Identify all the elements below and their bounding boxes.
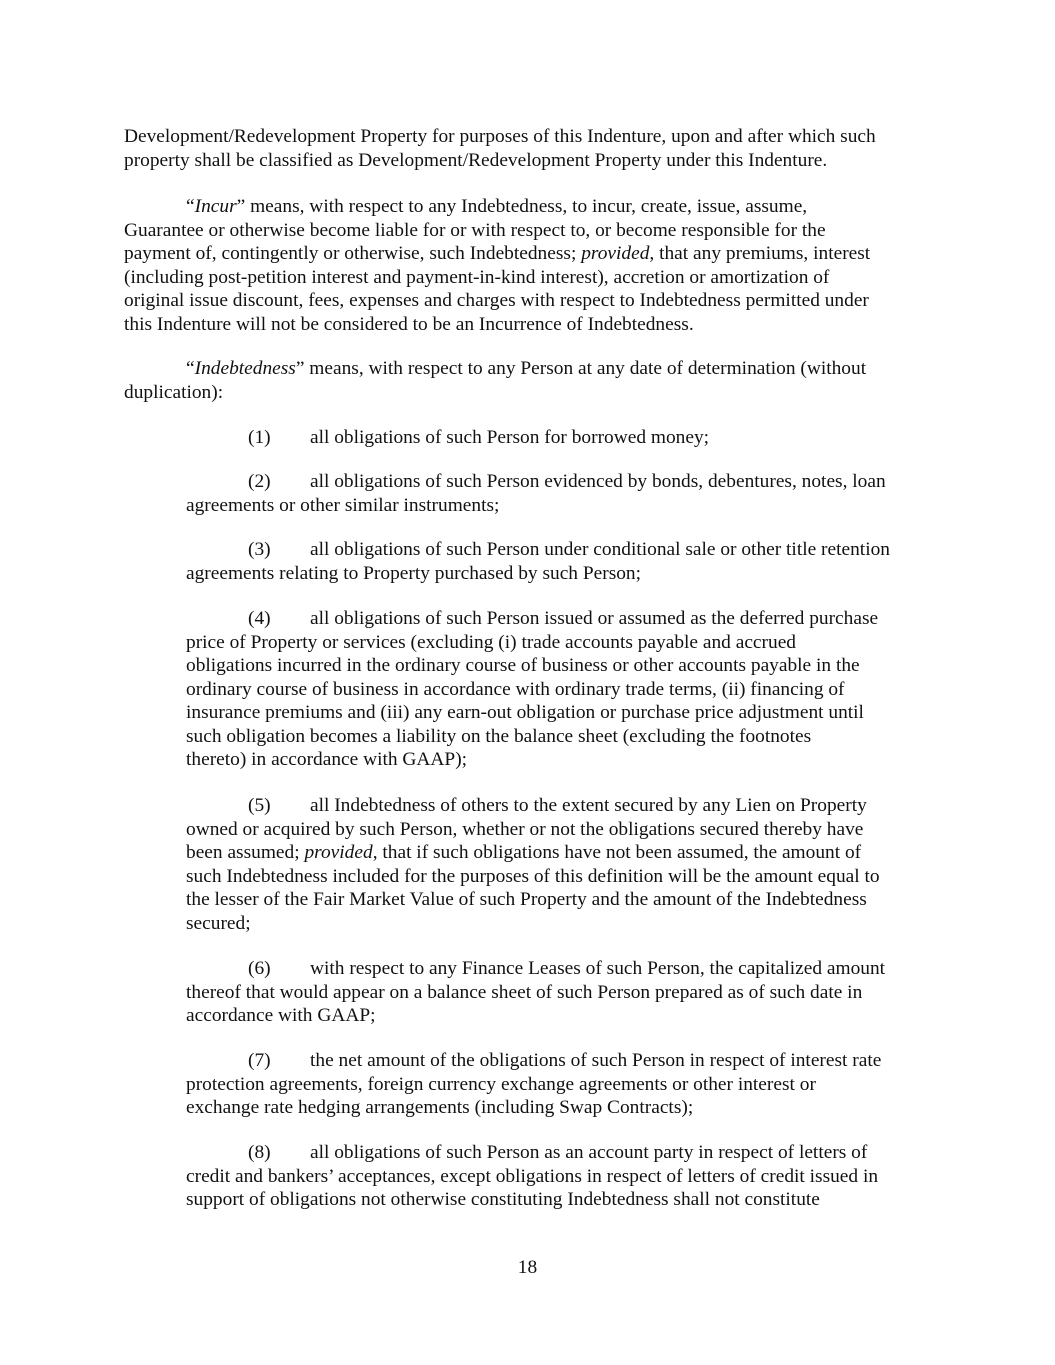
text-line: exchange rate hedging arrangements (including Swap Contracts); (186, 1097, 694, 1118)
item-number: (1) (248, 427, 271, 448)
text-line: duplication): (124, 381, 224, 403)
list-item-8 (186, 1141, 931, 1212)
text-fragment: with respect to any Finance Leases of such Person, the capitalized amount (310, 958, 886, 979)
text-fragment: all obligations of such Person issued or assumed as the deferred purchase (310, 608, 879, 629)
list-item-5 (186, 794, 931, 935)
open-quote: “ (186, 196, 195, 217)
text-line (124, 357, 934, 381)
text-fragment: payment of, contingently or otherwise, such Indebtedness; (124, 243, 582, 264)
text-fragment: been assumed; (186, 842, 305, 863)
text-line: protection agreements, foreign currency exchange agreements or other interest or (186, 1073, 816, 1095)
intro-paragraph (124, 125, 934, 172)
incur-definition (124, 195, 934, 336)
item-number: (7) (248, 1050, 271, 1071)
defined-term: Incur (194, 196, 237, 217)
text-line (124, 242, 934, 266)
text-line: price of Property or services (excluding (i) trade accounts payable and accrued (186, 631, 796, 653)
defined-term: Indebtedness (194, 358, 296, 379)
text-line (186, 426, 931, 450)
item-number: (3) (248, 539, 271, 560)
list-item-6 (186, 957, 931, 1028)
text-line: such Indebtedness included for the purposes of this definition will be the amount equal to (186, 865, 880, 887)
text-fragment: all obligations of such Person evidenced by bonds, debentures, notes, loan (310, 471, 886, 492)
text-line: original issue discount, fees, expenses and charges with respect to Indebtedness permitted under (124, 290, 869, 311)
text-fragment: the net amount of the obligations of such Person in respect of interest rate (310, 1050, 882, 1071)
item-number: (6) (248, 958, 271, 979)
text-line (186, 470, 931, 494)
item-number: (5) (248, 795, 271, 816)
indebtedness-definition (124, 357, 934, 404)
item-number: (8) (248, 1142, 271, 1163)
page-number: 18 (517, 1257, 538, 1278)
text-fragment: all obligations of such Person under conditional sale or other title retention (310, 539, 890, 560)
text-fragment: all Indebtedness of others to the extent secured by any Lien on Property (310, 795, 867, 816)
text-line: the lesser of the Fair Market Value of such Property and the amount of the Indebtedness (186, 889, 867, 910)
text-line: thereof that would appear on a balance sheet of such Person prepared as of such date in (186, 981, 863, 1003)
text-fragment: all obligations of such Person for borrowed money; (310, 427, 710, 448)
text-line: ordinary course of business in accordance with ordinary trade terms, (ii) financing of (186, 678, 845, 700)
text-line: support of obligations not otherwise constituting Indebtedness shall not constitute (186, 1189, 820, 1210)
emphasis-provided: provided (304, 842, 373, 863)
list-item-2 (186, 470, 931, 517)
emphasis-provided: provided (581, 243, 650, 264)
text-line: insurance premiums and (iii) any earn-out obligation or purchase price adjustment until (186, 702, 864, 723)
open-quote: “ (186, 358, 195, 379)
text-line: (including post-petition interest and payment-in-kind interest), accretion or amortization of (124, 266, 830, 288)
text-line (186, 1049, 931, 1073)
text-line: obligations incurred in the ordinary course of business or other accounts payable in the (186, 655, 860, 676)
text-fragment: all obligations of such Person as an account party in respect of letters of (310, 1142, 868, 1163)
text-line: this Indenture will not be considered to be an Incurrence of Indebtedness. (124, 313, 694, 335)
text-line: owned or acquired by such Person, whether or not the obligations secured thereby have (186, 818, 864, 840)
text-fragment: , that any premiums, interest (649, 243, 871, 264)
list-item-3 (186, 538, 931, 585)
list-item-4 (186, 607, 931, 772)
text-line: agreements relating to Property purchased by such Person; (186, 562, 642, 584)
text-line (186, 607, 931, 631)
text-line (186, 538, 931, 562)
text-fragment: ” means, with respect to any Indebtedness, to incur, create, issue, assume, (236, 196, 808, 217)
text-line (186, 957, 931, 981)
text-fragment: , that if such obligations have not been assumed, the amount of (372, 842, 862, 863)
text-line (124, 195, 934, 219)
item-number: (2) (248, 471, 271, 492)
item-number: (4) (248, 608, 271, 629)
text-line: property shall be classified as Development/Redevelopment Property under this Indenture. (124, 149, 828, 171)
text-line: thereto) in accordance with GAAP); (186, 749, 468, 770)
list-item-7 (186, 1049, 931, 1120)
text-line: secured; (186, 912, 251, 934)
text-fragment: ” means, with respect to any Person at any date of determination (without (295, 358, 867, 379)
text-line: credit and bankers’ acceptances, except obligations in respect of letters of credit issued in (186, 1165, 879, 1187)
text-line (186, 841, 931, 865)
text-line: such obligation becomes a liability on the balance sheet (excluding the footnotes (186, 725, 812, 747)
text-line: agreements or other similar instruments; (186, 494, 500, 516)
text-line (186, 1141, 931, 1165)
text-line: accordance with GAAP; (186, 1005, 376, 1026)
text-line: Development/Redevelopment Property for purposes of this Indenture, upon and after which such (124, 126, 876, 147)
text-line (186, 794, 931, 818)
text-line: Guarantee or otherwise become liable for or with respect to, or become responsible for the (124, 219, 826, 241)
list-item-1 (186, 426, 931, 450)
